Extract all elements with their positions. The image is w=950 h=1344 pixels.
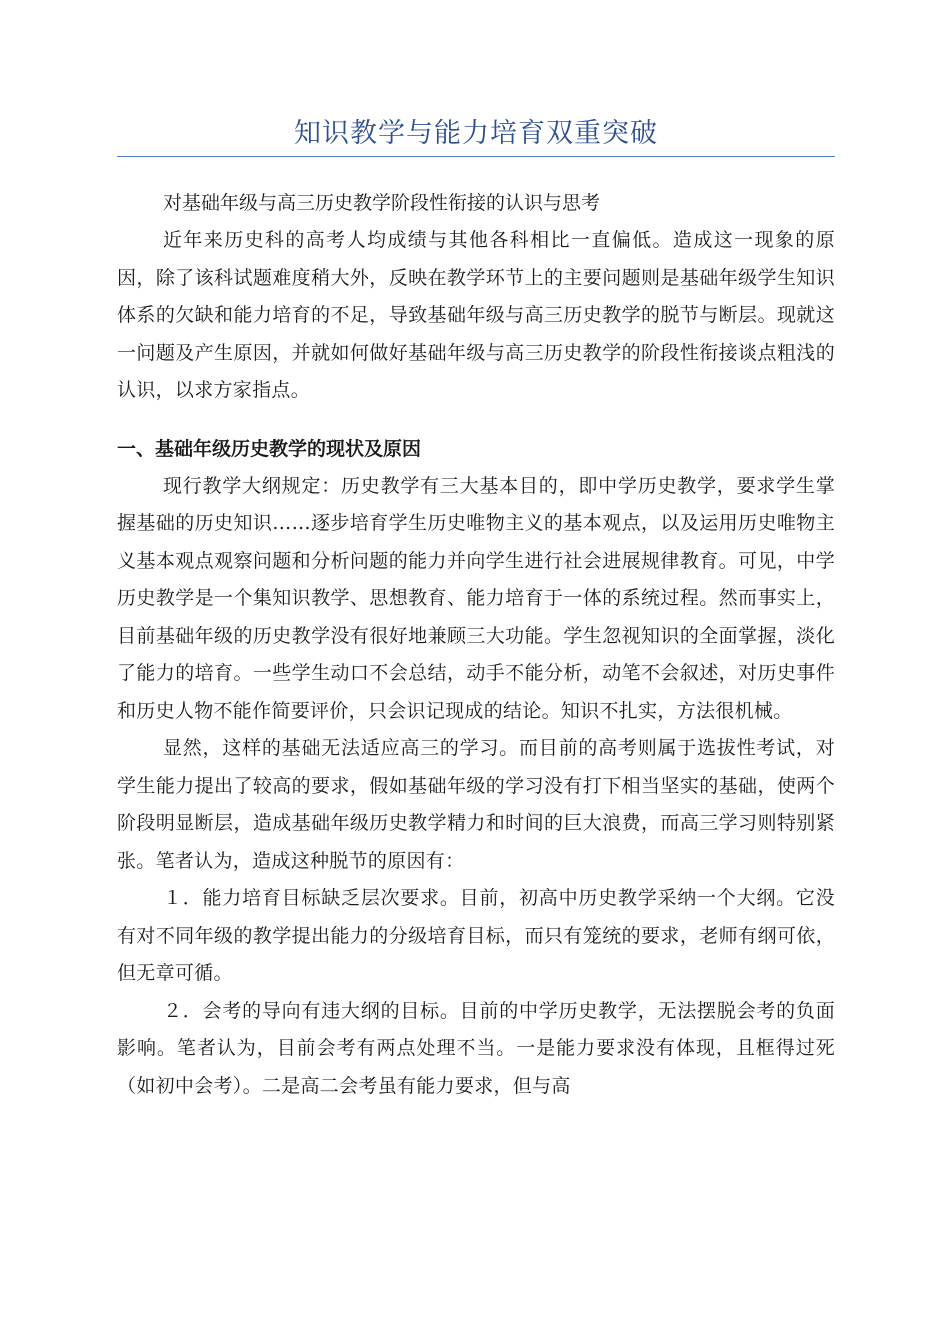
body-paragraph: 显然，这样的基础无法适应高三的学习。而目前的高考则属于选拔性考试，对学生能力提出了较高的要求，假如基础年级的学习没有打下相当坚实的基础，使两个阶段明显断层，造成基础年级历史教学精力和时间的巨大浪费，而高三学习则特别紧张。笔者认为，造成这种脱节的原因有： (117, 737, 835, 872)
numbered-paragraph: ２．会考的导向有违大纲的目标。目前的中学历史教学，无法摆脱会考的负面影响。笔者认为，目前会考有两点处理不当。一是能力要求没有体现，且框得过死（如初中会考）。二是高二会考虽有能力要求，但与高 (117, 999, 835, 1097)
document-title: 知识教学与能力培育双重突破 (294, 118, 658, 149)
title-underline (117, 156, 835, 157)
numbered-paragraph: １．能力培育目标缺乏层次要求。目前，初高中历史教学采纳一个大纲。它没有对不同年级的教学提出能力的分级培育目标，而只有笼统的要求，老师有纲可依，但无章可循。 (117, 887, 835, 984)
document-page (117, 0, 835, 1105)
intro-paragraph: 近年来历史科的高考人均成绩与其他各科相比一直偏低。造成这一现象的原因，除了该科试题难度稍大外，反映在教学环节上的主要问题则是基础年级学生知识体系的欠缺和能力培育的不足，导致基础年级与高三历史教学的脱节与断层。现就这一问题及产生原因，并就如何做好基础年级与高三历史教学的阶段性衔接谈点粗浅的认识，以求方家指点。 (117, 229, 835, 401)
document-subtitle: 对基础年级与高三历史教学阶段性衔接的认识与思考 (163, 192, 601, 214)
body-paragraph: 现行教学大纲规定：历史教学有三大基本目的，即中学历史教学，要求学生掌握基础的历史知识……逐步培育学生历史唯物主义的基本观点，以及运用历史唯物主义基本观点观察问题和分析问题的能力并向学生进行社会进展规律教育。可见，中学历史教学是一个集知识教学、思想教育、能力培育于一体的系统过程。然而事实上，目前基础年级的历史教学没有很好地兼顾三大功能。学生忽视知识的全面掌握，淡化了能力的培育。一些学生动口不会总结，动手不能分析，动笔不会叙述，对历史事件和历史人物不能作简要评价，只会识记现成的结论。知识不扎实，方法很机械。 (117, 474, 835, 722)
section-heading: 一、基础年级历史教学的现状及原因 (117, 437, 422, 460)
